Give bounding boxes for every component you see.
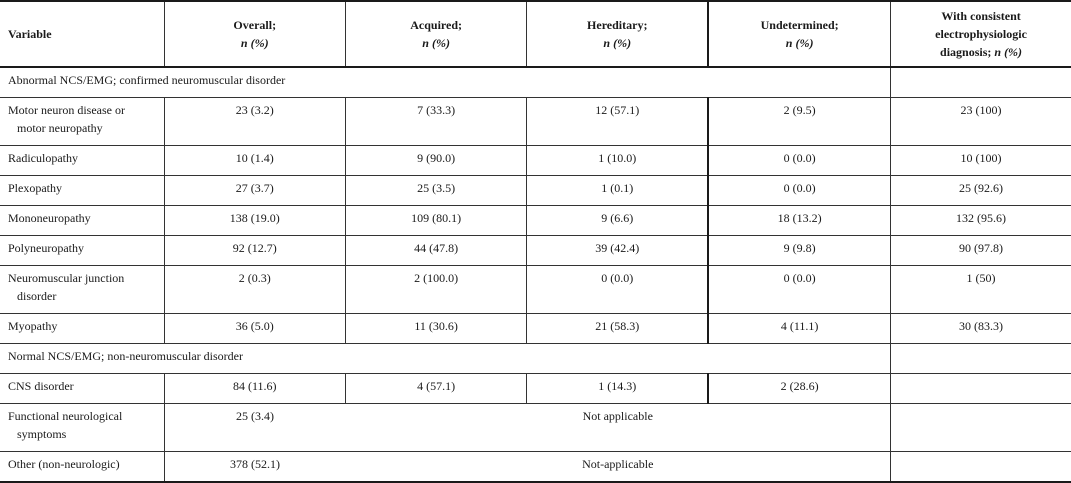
row-variable: Radiculopathy bbox=[0, 146, 164, 176]
cell-hereditary: 1 (0.1) bbox=[527, 176, 708, 206]
cell-acquired: 44 (47.8) bbox=[345, 236, 526, 266]
table-row bbox=[0, 404, 1071, 452]
section-row bbox=[0, 344, 1071, 374]
cell-consistent: 23 (100) bbox=[891, 98, 1071, 146]
cell-consistent: 132 (95.6) bbox=[891, 206, 1071, 236]
cell-undetermined: 0 (0.0) bbox=[708, 146, 890, 176]
row-variable: Motor neuron disease or motor neuropathy bbox=[0, 98, 164, 146]
cell-consistent: 30 (83.3) bbox=[891, 314, 1071, 344]
row-variable: Neuromuscular junction disorder bbox=[0, 266, 164, 314]
header-overall: Overall; n (%) bbox=[164, 1, 345, 67]
cell-overall: 27 (3.7) bbox=[164, 176, 345, 206]
cell-overall: 2 (0.3) bbox=[164, 266, 345, 314]
row-variable: Plexopathy bbox=[0, 176, 164, 206]
cell-acquired: 7 (33.3) bbox=[345, 98, 526, 146]
cell-hereditary: 1 (14.3) bbox=[527, 374, 708, 404]
cell-hereditary: 1 (10.0) bbox=[527, 146, 708, 176]
cell-not-applicable: Not applicable bbox=[345, 404, 890, 452]
table-row bbox=[0, 146, 1071, 176]
header-hereditary: Hereditary; n (%) bbox=[527, 1, 708, 67]
table-row bbox=[0, 98, 1071, 146]
cell-acquired: 2 (100.0) bbox=[345, 266, 526, 314]
table-row bbox=[0, 266, 1071, 314]
cell-not-applicable: Not-applicable bbox=[345, 452, 890, 483]
row-variable: Functional neurological symptoms bbox=[0, 404, 164, 452]
row-variable: CNS disorder bbox=[0, 374, 164, 404]
row-variable: Polyneuropathy bbox=[0, 236, 164, 266]
cell-consistent: 25 (92.6) bbox=[891, 176, 1071, 206]
cell-acquired: 25 (3.5) bbox=[345, 176, 526, 206]
table-row bbox=[0, 314, 1071, 344]
cell-acquired: 11 (30.6) bbox=[345, 314, 526, 344]
cell-overall: 92 (12.7) bbox=[164, 236, 345, 266]
cell-overall: 138 (19.0) bbox=[164, 206, 345, 236]
table-row bbox=[0, 236, 1071, 266]
cell-acquired: 4 (57.1) bbox=[345, 374, 526, 404]
section-empty-cell bbox=[891, 67, 1071, 98]
cell-undetermined: 18 (13.2) bbox=[708, 206, 890, 236]
cell-hereditary: 12 (57.1) bbox=[527, 98, 708, 146]
cell-hereditary: 21 (58.3) bbox=[527, 314, 708, 344]
table-row bbox=[0, 452, 1071, 483]
cell-undetermined: 2 (28.6) bbox=[708, 374, 890, 404]
cell-acquired: 109 (80.1) bbox=[345, 206, 526, 236]
cell-hereditary: 9 (6.6) bbox=[527, 206, 708, 236]
section-normal-label: Normal NCS/EMG; non-neuromuscular disorder bbox=[0, 344, 891, 374]
table-row bbox=[0, 176, 1071, 206]
header-undetermined: Undetermined; n (%) bbox=[708, 1, 890, 67]
cell-consistent: 1 (50) bbox=[891, 266, 1071, 314]
row-variable: Myopathy bbox=[0, 314, 164, 344]
cell-consistent bbox=[891, 404, 1071, 452]
header-consistent: With consistent electrophysiologic diagnosis; n (%) bbox=[891, 1, 1071, 67]
cell-hereditary: 39 (42.4) bbox=[527, 236, 708, 266]
cell-overall: 378 (52.1) bbox=[164, 452, 345, 483]
cell-undetermined: 4 (11.1) bbox=[708, 314, 890, 344]
cell-consistent: 10 (100) bbox=[891, 146, 1071, 176]
cell-overall: 84 (11.6) bbox=[164, 374, 345, 404]
section-row bbox=[0, 67, 1071, 98]
section-empty-cell bbox=[891, 344, 1071, 374]
table-row bbox=[0, 374, 1071, 404]
cell-consistent: 90 (97.8) bbox=[891, 236, 1071, 266]
cell-undetermined: 9 (9.8) bbox=[708, 236, 890, 266]
row-variable: Other (non-neurologic) bbox=[0, 452, 164, 483]
cell-overall: 25 (3.4) bbox=[164, 404, 345, 452]
cell-consistent bbox=[891, 452, 1071, 483]
cell-undetermined: 0 (0.0) bbox=[708, 266, 890, 314]
header-acquired: Acquired; n (%) bbox=[345, 1, 526, 67]
header-row bbox=[0, 1, 1071, 67]
cell-overall: 23 (3.2) bbox=[164, 98, 345, 146]
table-row bbox=[0, 206, 1071, 236]
header-variable: Variable bbox=[0, 1, 164, 67]
cell-consistent bbox=[891, 374, 1071, 404]
cell-hereditary: 0 (0.0) bbox=[527, 266, 708, 314]
cell-undetermined: 0 (0.0) bbox=[708, 176, 890, 206]
cell-overall: 36 (5.0) bbox=[164, 314, 345, 344]
cell-overall: 10 (1.4) bbox=[164, 146, 345, 176]
cell-acquired: 9 (90.0) bbox=[345, 146, 526, 176]
section-abnormal-label: Abnormal NCS/EMG; confirmed neuromuscular disorder bbox=[0, 67, 891, 98]
row-variable: Mononeuropathy bbox=[0, 206, 164, 236]
cell-undetermined: 2 (9.5) bbox=[708, 98, 890, 146]
